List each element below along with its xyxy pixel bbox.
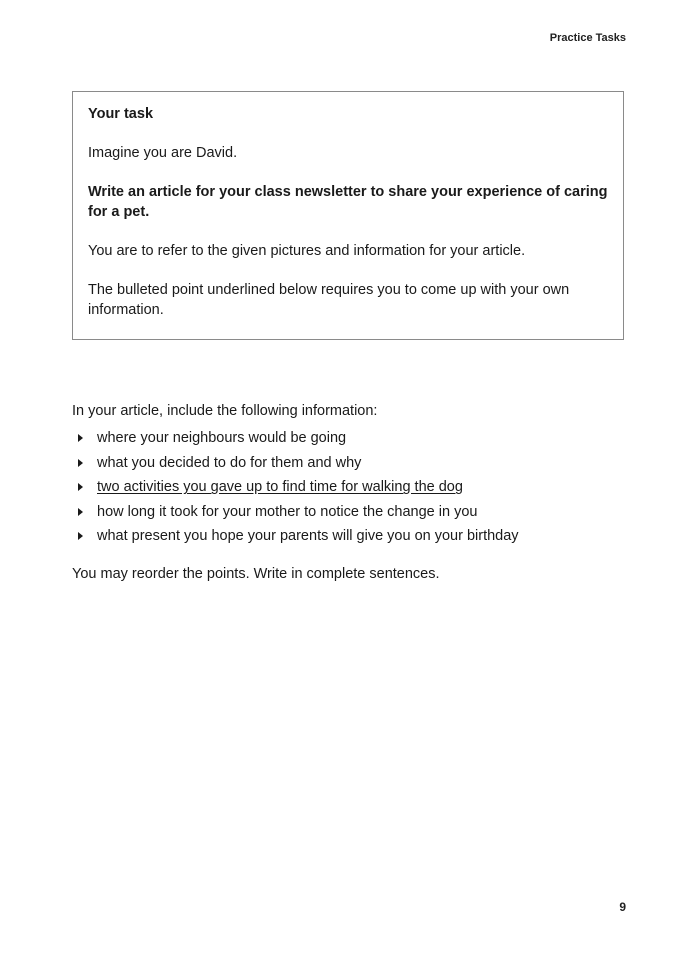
reference-note: You are to refer to the given pictures and information for your article. (88, 243, 526, 259)
page-number: 9 (619, 900, 626, 914)
triangle-bullet-icon (78, 532, 83, 540)
task-instruction: Write an article for your class newsletter to share your experience of caring for a pet. (88, 184, 608, 220)
list-item (78, 426, 519, 451)
point-text: how long it took for your mother to notice the change in you (97, 503, 478, 520)
point-text: what you decided to do for them and why (97, 454, 362, 471)
task-box (72, 91, 624, 340)
point-text: what present you hope your parents will give you on your birthday (97, 528, 519, 545)
task-intro: Imagine you are David. (88, 145, 238, 161)
triangle-bullet-icon (78, 483, 83, 491)
task-heading: Your task (88, 106, 154, 122)
triangle-bullet-icon (78, 508, 83, 516)
points-lead: In your article, include the following information: (72, 403, 378, 419)
underline-note: The bulleted point underlined below requires you to come up with your own information. (88, 282, 570, 318)
list-item (78, 451, 519, 476)
running-header: Practice Tasks (549, 32, 626, 44)
list-item (78, 524, 519, 549)
triangle-bullet-icon (78, 459, 83, 467)
list-item (78, 500, 519, 525)
point-text: where your neighbours would be going (97, 430, 347, 447)
points-list (78, 426, 519, 549)
list-item (78, 475, 519, 500)
closing-instruction: You may reorder the points. Write in complete sentences. (72, 566, 440, 582)
point-text-underlined: two activities you gave up to find time for walking the dog (97, 479, 463, 496)
triangle-bullet-icon (78, 434, 83, 442)
